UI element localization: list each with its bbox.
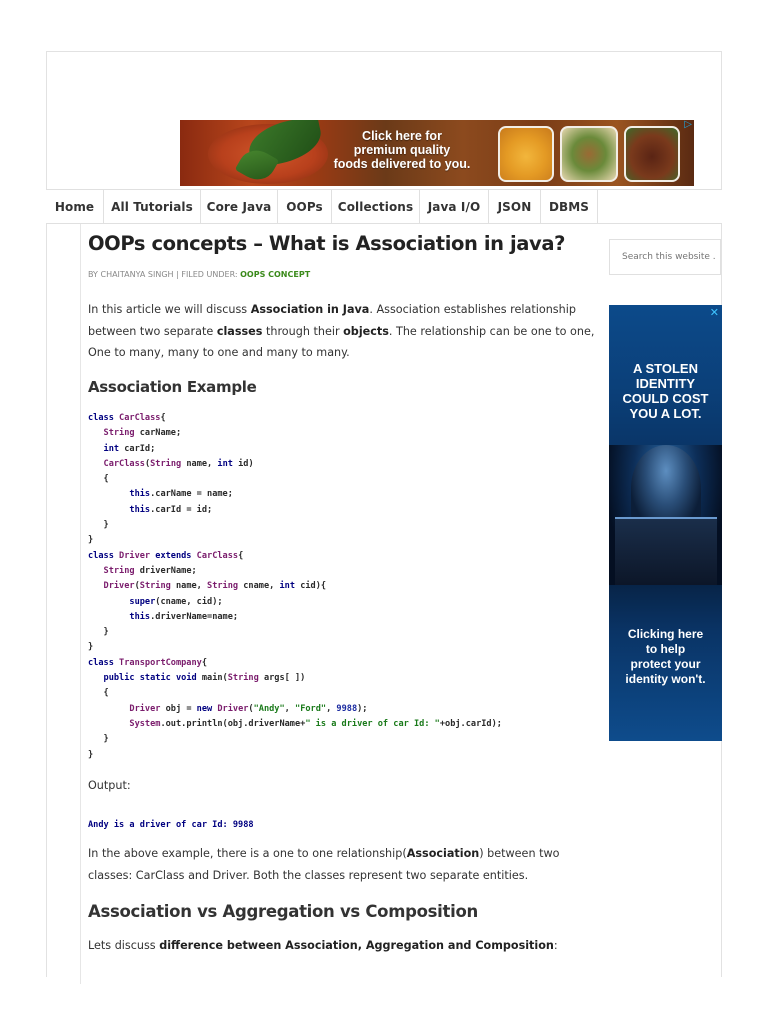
code-token <box>88 673 104 683</box>
code-token: 9988 <box>336 703 358 714</box>
code-line <box>88 579 502 594</box>
code-token: System <box>129 718 161 729</box>
code-token: TransportCompany <box>119 657 202 668</box>
code-token: ); <box>357 703 368 714</box>
code-token: int <box>103 443 120 454</box>
code-token: ( <box>144 458 151 469</box>
code-line <box>88 411 502 426</box>
code-line <box>88 533 502 548</box>
code-token: carName; <box>134 428 182 439</box>
code-token: "Andy" <box>253 703 285 714</box>
nav-item-home[interactable]: Home <box>46 190 104 223</box>
code-token <box>88 581 104 591</box>
code-token: carId; <box>119 443 156 454</box>
code-token: Driver <box>103 581 135 592</box>
section-heading-example: Association Example <box>88 378 257 396</box>
code-line <box>88 610 502 625</box>
nav-item-core-java[interactable]: Core Java <box>201 190 278 223</box>
code-token: String <box>103 428 135 439</box>
code-token <box>88 428 104 438</box>
code-token: Driver <box>119 550 151 561</box>
code-token: extends <box>150 550 197 561</box>
code-line <box>88 671 502 686</box>
main-nav <box>46 189 722 224</box>
code-token: } <box>88 627 109 638</box>
code-line <box>88 748 502 763</box>
code-token: public static void <box>103 673 197 684</box>
code-token: name, <box>170 581 208 592</box>
text-run: . The relationship can be one to one, One to many, many to one and many to many. <box>88 324 595 359</box>
code-token <box>88 719 129 729</box>
code-token: String <box>103 565 135 576</box>
code-line <box>88 487 502 502</box>
code-token: .driverName=name; <box>150 611 239 622</box>
code-line <box>88 549 502 564</box>
bold-text: classes <box>216 324 263 338</box>
output-label: Output: <box>88 779 131 792</box>
code-token: " is a driver of car Id: " <box>305 718 440 729</box>
code-token <box>88 444 104 454</box>
text-run: . Association establishes relationship between two separate <box>88 303 576 338</box>
code-token: this <box>129 489 151 500</box>
food-dish-image <box>498 126 554 182</box>
code-token: } <box>88 642 94 653</box>
laptop-image <box>615 517 717 585</box>
code-token: String <box>150 458 182 469</box>
sidebar-ad-headline: A STOLEN IDENTITY COULD COST YOU A LOT. <box>622 361 709 421</box>
code-token: class <box>88 657 120 668</box>
text-run: : <box>553 939 558 952</box>
text-run: ) between two classes: CarClass and Driver. Both the classes represent two separate entities. <box>88 847 560 882</box>
code-token: Driver <box>129 703 161 714</box>
sidebar-ad-bottom-text: Clicking here to help protect your identity won't. <box>625 627 706 686</box>
code-token: String <box>227 673 259 684</box>
code-token: int <box>279 581 296 592</box>
nav-item-oops[interactable]: OOPs <box>278 190 332 223</box>
code-line <box>88 564 502 579</box>
code-line <box>88 656 502 671</box>
code-line <box>88 518 502 533</box>
code-token: new <box>196 703 218 714</box>
nav-item-all-tutorials[interactable]: All Tutorials <box>104 190 201 223</box>
code-line <box>88 702 502 717</box>
code-line <box>88 717 502 732</box>
code-token <box>88 612 129 622</box>
code-token: obj = <box>160 703 197 714</box>
code-token: this <box>129 504 151 515</box>
code-token: } <box>88 734 109 745</box>
code-token: this <box>129 611 151 622</box>
code-token: "Ford" <box>295 703 327 714</box>
code-line <box>88 472 502 487</box>
code-token: , <box>284 703 296 714</box>
compare-intro-paragraph <box>88 935 600 957</box>
code-line <box>88 457 502 472</box>
code-token: { <box>201 657 208 668</box>
code-token: ( <box>248 703 254 714</box>
code-line <box>88 442 502 457</box>
code-token: { <box>88 688 109 699</box>
header-ad-banner[interactable] <box>180 120 694 186</box>
nav-item-collections[interactable]: Collections <box>332 190 420 223</box>
code-token: ( <box>134 581 140 592</box>
code-token: driverName; <box>134 565 197 576</box>
code-token <box>88 489 129 499</box>
code-token <box>88 566 104 576</box>
code-token: cname, <box>238 581 280 592</box>
code-line <box>88 640 502 655</box>
text-run: In this article we will discuss <box>88 303 251 316</box>
article-title: OOPs concepts – What is Association in java? <box>88 232 566 255</box>
code-token: .out.println(obj.driverName+ <box>160 718 306 729</box>
code-token: , <box>326 703 337 714</box>
header-ad-text: Click here for premium quality foods delivered to you. <box>333 129 471 171</box>
code-token <box>88 459 104 469</box>
code-token: .carId = id; <box>150 504 213 515</box>
code-token: id) <box>232 458 254 469</box>
code-token: class <box>88 550 120 561</box>
code-token: main( <box>196 673 228 684</box>
bold-text: difference between Association, Aggregation and Composition <box>159 939 554 952</box>
code-token <box>88 597 129 607</box>
section-heading-compare: Association vs Aggregation vs Composition <box>88 902 478 921</box>
code-token: class <box>88 413 120 423</box>
search-input[interactable] <box>609 239 721 275</box>
text-run: In the above example, there is a one to one relationship( <box>88 847 407 860</box>
article <box>80 224 601 984</box>
text-run: Lets discuss <box>88 939 160 952</box>
code-token: int <box>217 458 233 469</box>
code-token: +obj.carId); <box>439 718 502 729</box>
ad-choices-icon[interactable]: ▷ <box>684 120 692 130</box>
code-token: String <box>139 581 171 592</box>
code-token: { <box>88 474 109 485</box>
code-token: { <box>160 413 166 423</box>
code-line <box>88 686 502 701</box>
code-token: cid){ <box>295 581 327 592</box>
code-block <box>88 411 502 763</box>
code-line <box>88 426 502 441</box>
explanation-paragraph <box>88 843 600 886</box>
text-run: through their <box>262 324 344 338</box>
code-token: { <box>238 550 244 561</box>
code-line <box>88 503 502 518</box>
code-token: String <box>207 581 239 592</box>
code-token: CarClass <box>103 458 145 469</box>
code-line <box>88 732 502 747</box>
code-token: } <box>88 520 109 531</box>
code-token: } <box>88 535 94 546</box>
nav-item-java-io[interactable]: Java I/O <box>420 190 489 223</box>
bold-text: Association <box>406 847 480 860</box>
code-token <box>88 704 129 714</box>
code-token: CarClass <box>119 413 161 423</box>
code-token: super <box>129 596 156 607</box>
food-dish-image <box>560 126 618 182</box>
food-dish-image <box>624 126 680 182</box>
code-token <box>88 505 129 515</box>
code-line <box>88 595 502 610</box>
code-token: Driver <box>217 703 249 714</box>
code-token: .carName = name; <box>150 489 233 500</box>
code-line <box>88 625 502 640</box>
code-token: } <box>88 749 94 760</box>
byline-text: BY CHAITANYA SINGH | FILED UNDER: <box>88 270 241 279</box>
code-token: args[ ]) <box>258 673 306 684</box>
output-code: Andy is a driver of car Id: 9988 <box>88 820 254 830</box>
sidebar-ad[interactable] <box>609 305 722 741</box>
nav-item-dbms[interactable]: DBMS <box>541 190 598 223</box>
article-byline <box>88 270 310 279</box>
bold-text: Association in Java <box>250 303 370 316</box>
category-link[interactable]: OOPS CONCEPT <box>240 270 311 279</box>
code-token: (cname, cid); <box>155 596 223 607</box>
close-icon[interactable]: ✕ <box>709 307 719 319</box>
nav-item-json[interactable]: JSON <box>489 190 541 223</box>
code-token: CarClass <box>196 550 239 561</box>
hooded-hacker-image <box>609 445 722 585</box>
intro-paragraph <box>88 299 600 364</box>
code-token: name, <box>181 458 218 469</box>
bold-text: objects <box>343 324 389 338</box>
